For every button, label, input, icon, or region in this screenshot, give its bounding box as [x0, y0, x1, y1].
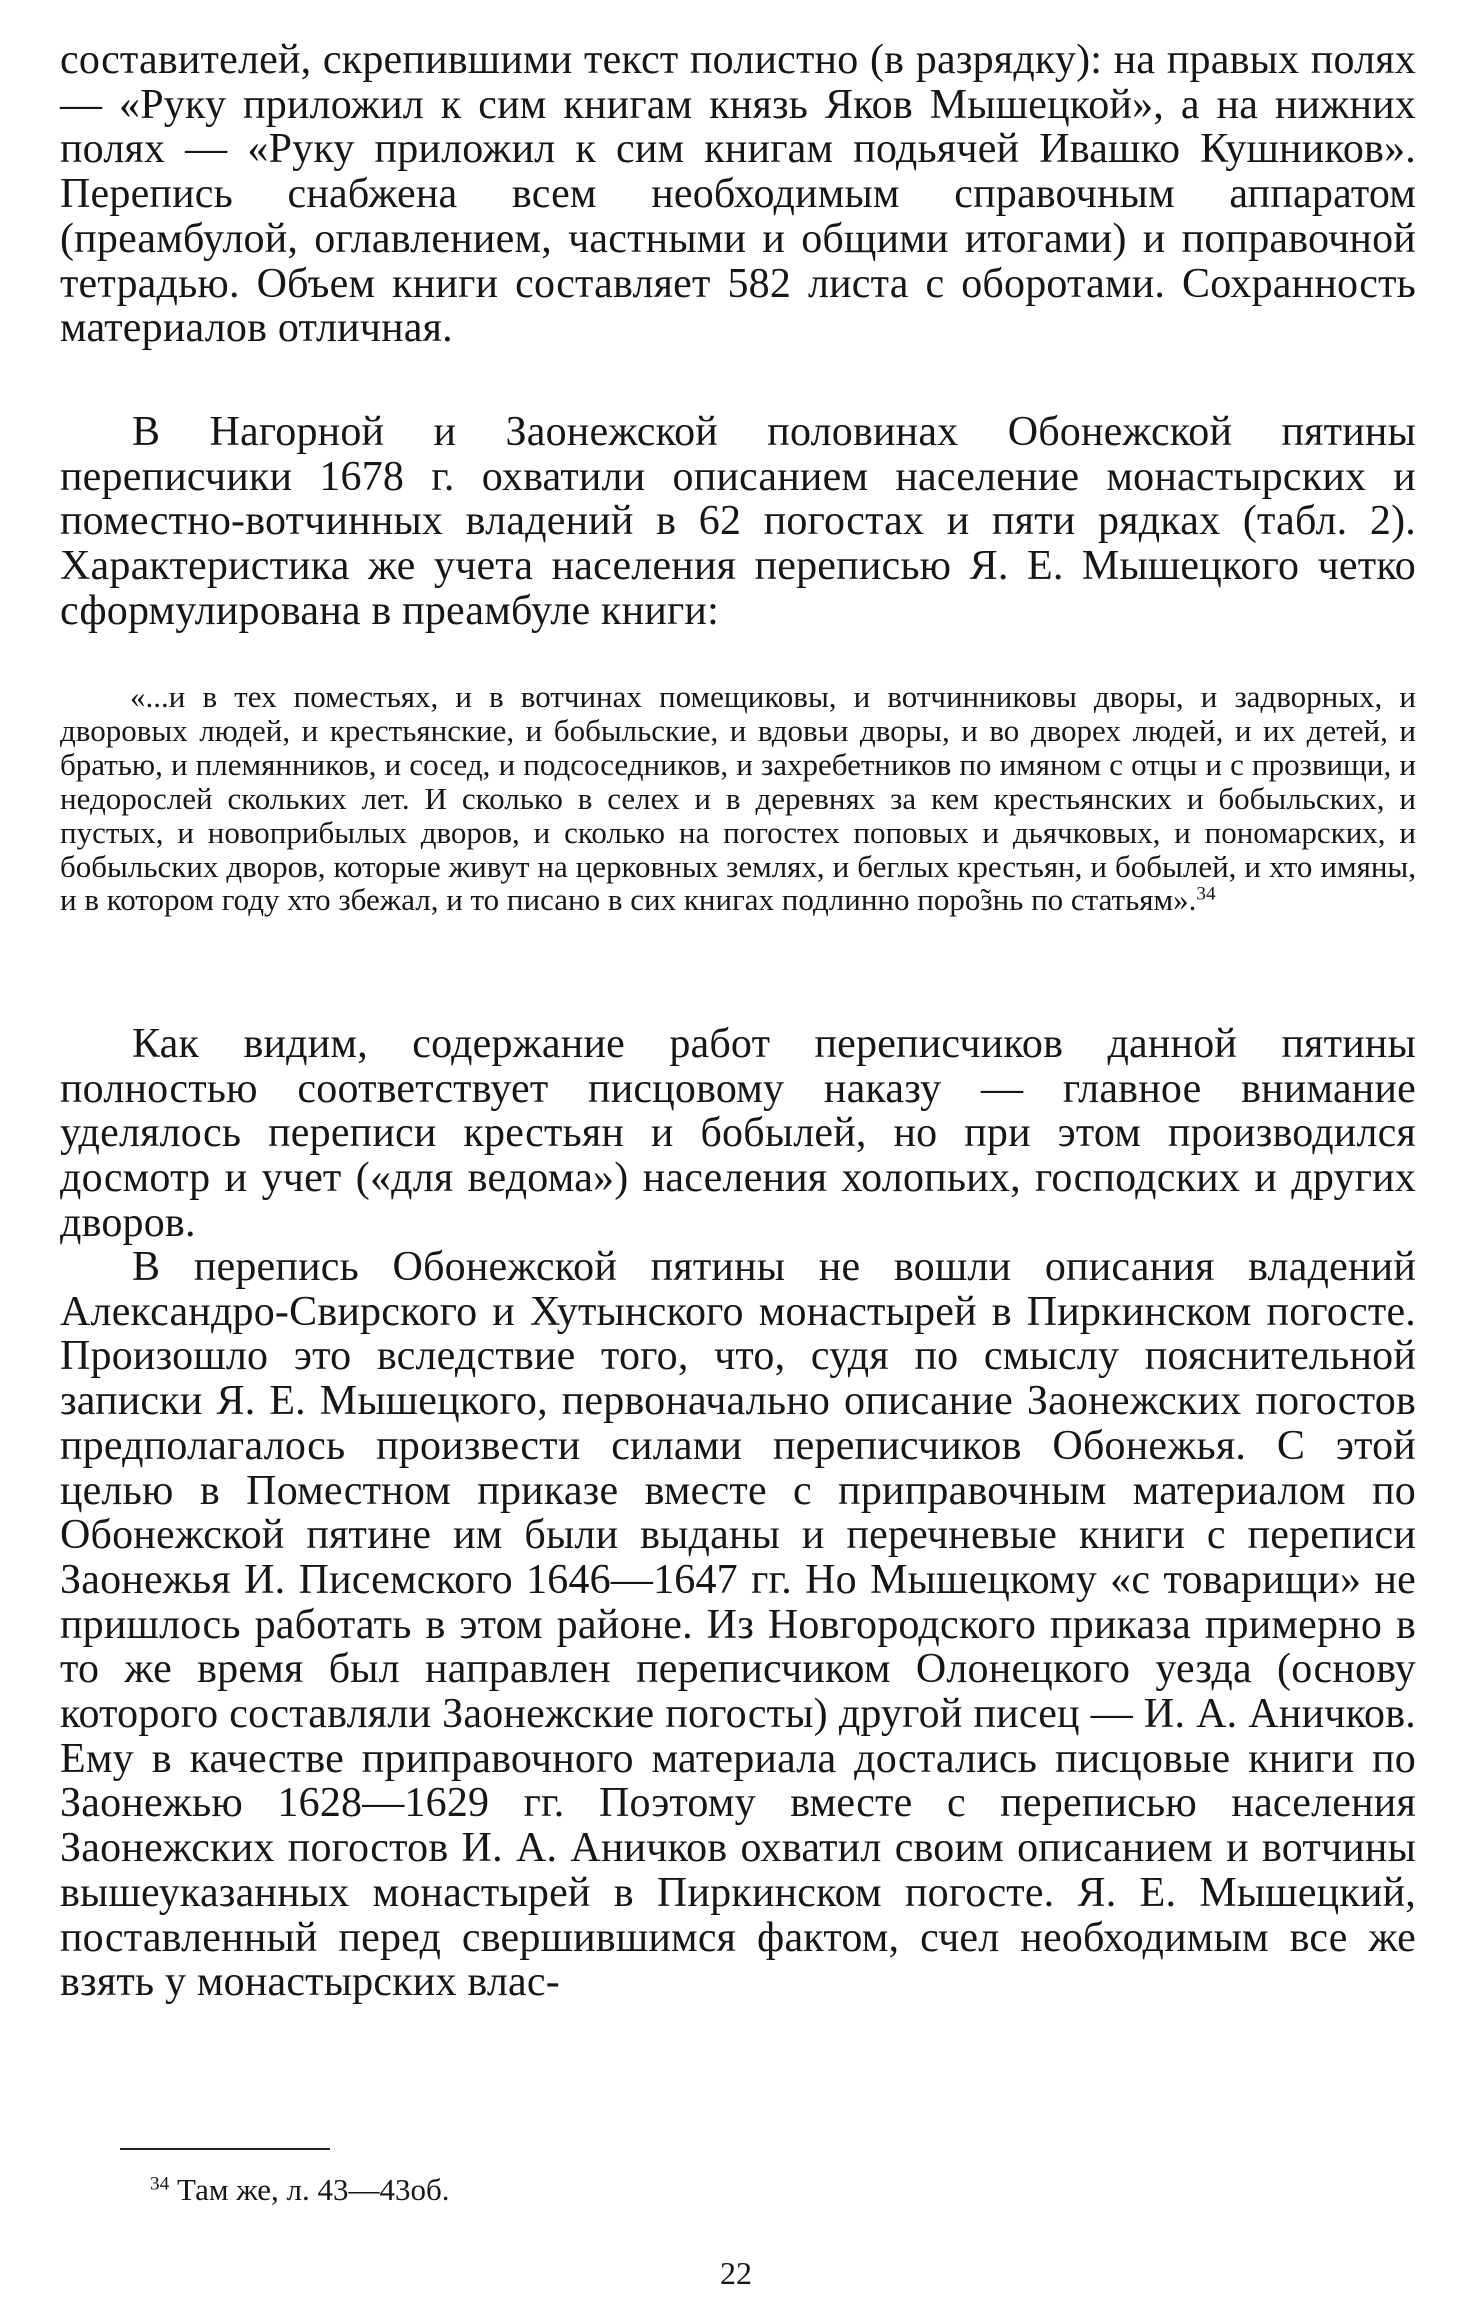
quotation-text: «...и в тех поместьях, и в вотчинах помещиковы, и вотчинниковы дворы, и задворных, и дворовых людей, и крестьянские, и бобыльские, и вдовьи дворы, и во дворех людей, и их детей, и братью, и племянников, и сосед, и подсоседников, и захребетников по имяном с отцы и с прозвищи, и недорослей скольких лет. И сколько в селех и в деревнях за кем крестьянских и бобыльских, и пустых, и новоприбылых дворов, и сколько на погостех поповых и дьячковых, и пономарских, и бобыльских дворов, которые живут на церковных землях, и беглых крестьян, и бобылей, и хто имяны, и в котором году хто збежал, и то писано в сих книгах подлинно поро̃знь по статьям».: [60, 679, 1416, 918]
paragraph-conclusion: Как видим, содержание работ переписчиков данной пятины полностью соответствует писцовому наказу — главное внимание уделялось переписи крестьян и бобылей, но при этом производился досмотр и учет («для ведома») населения холопьих, господских и других дворов.: [60, 1021, 1416, 1246]
footnote-number: 34: [150, 2173, 170, 2195]
footnote-text: Там же, л. 43—43об.: [176, 2172, 450, 2207]
footnote: [150, 2172, 450, 2208]
paragraph-preface-continuation: составителей, скрепившими текст полистно (в разрядку): на правых полях — «Руку приложил к сим книгам князь Яков Мышецкой», а на нижних полях — «Руку приложил к сим книгам подьячей Ивашко Кушников». Перепись снабжена всем необходимым справочным аппаратом (преамбулой, оглавлением, частными и общими итогами) и поправочной тетрадью. Объем книги составляет 582 листа с оборотами. Сохранность материалов отличная.: [60, 37, 1416, 352]
footnote-reference: 34: [1196, 883, 1216, 905]
quotation-preamble: [60, 680, 1416, 917]
footnote-divider: [120, 2148, 330, 2150]
paragraph-census-scope: В Нагорной и Заонежской половинах Обонежской пятины переписчики 1678 г. охватили описанием население монастырских и поместно-вотчинных владений в 62 погостах и пяти рядках (табл. 2). Характеристика же учета населения переписью Я. Е. Мышецкого четко сформулирована в преамбуле книги:: [60, 409, 1416, 634]
page-number: 22: [720, 2255, 752, 2291]
paragraph-monasteries: В перепись Обонежской пятины не вошли описания владений Александро-Свирского и Хутынского монастырей в Пиркинском погосте. Произошло это вследствие того, что, судя по смыслу пояснительной записки Я. Е. Мышецкого, первоначально описание Заонежских погостов предполагалось произвести силами переписчиков Обонежья. С этой целью в Поместном приказе вместе с приправочным материалом по Обонежской пятине им были выданы и перечневые книги с переписи Заонежья И. Писемского 1646—1647 гг. Но Мышецкому «с товарищи» не пришлось работать в этом районе. Из Новгородского приказа примерно в то же время был направлен переписчиком Олонецкого уезда (основу которого составляли Заонежские погосты) другой писец — И. А. Аничков. Ему в качестве приправочного материала достались писцовые книги по Заонежью 1628—1629 гг. Поэтому вместе с переписью населения Заонежских погостов И. А. Аничков охватил своим описанием и вотчины вышеуказанных монастырей в Пиркинском погосте. Я. Е. Мышецкий, поставленный перед свершившимся фактом, счел необходимым все же взять у монастырских влас-: [60, 1244, 1416, 2006]
